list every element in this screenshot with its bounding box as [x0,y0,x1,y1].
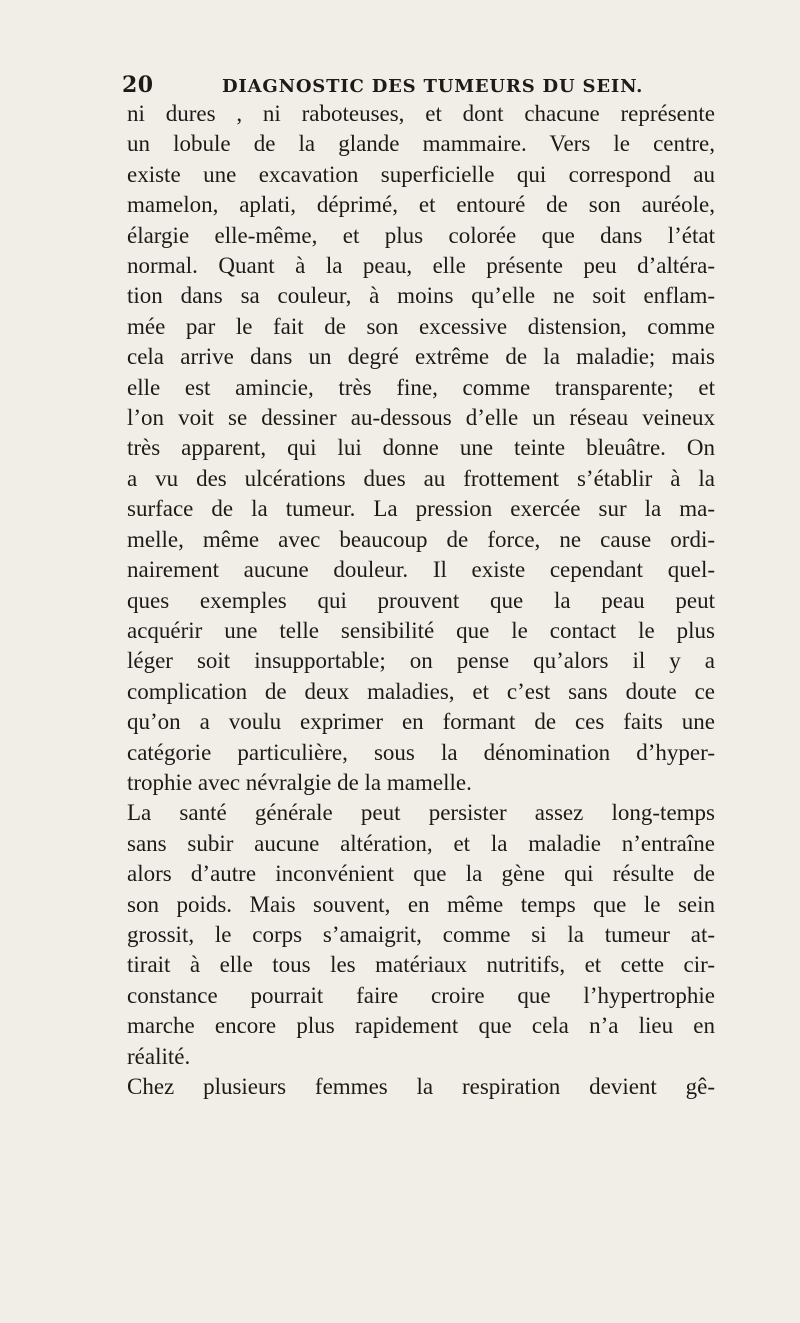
running-head: DIAGNOSTIC DES TUMEURS DU SEIN. [222,76,644,97]
text-line: catégorie particulière, sous la dénomination d’hyper- [127,739,715,765]
text-line: sans subir aucune altération, et la maladie n’entraîne [127,830,715,856]
text-line: tion dans sa couleur, à moins qu’elle ne soit enflam- [127,283,715,309]
text-line: qu’on a voulu exprimer en formant de ces faits une [127,709,715,735]
text-line: La santé générale peut persister assez long-temps [127,800,715,826]
text-line: alors d’autre inconvénient que la gène qui résulte de [127,861,715,887]
text-line: Chez plusieurs femmes la respiration devient gê- [127,1074,715,1099]
text-line: l’on voit se dessiner au-dessous d’elle un réseau veineux [127,405,715,431]
text-line: a vu des ulcérations dues au frottement s’établir à la [127,465,715,491]
text-line: léger soit insupportable; on pense qu’alors il y a [127,648,715,674]
text-line: mée par le fait de son excessive distension, comme [127,313,715,339]
text-line: très apparent, qui lui donne une teinte bleuâtre. On [127,435,715,461]
text-line: surface de la tumeur. La pression exercée sur la ma- [127,496,715,522]
text-line: elle est amincie, très fine, comme transparente; et [127,374,715,400]
text-line: melle, même avec beaucoup de force, ne cause ordi- [127,526,715,552]
text-line: marche encore plus rapidement que cela n’a lieu en [127,1013,715,1039]
text-line: son poids. Mais souvent, en même temps que le sein [127,891,715,917]
text-line: un lobule de la glande mammaire. Vers le centre, [127,131,715,157]
text-line: complication de deux maladies, et c’est sans doute ce [127,678,715,704]
paragraph-end-line: réalité. [127,1043,191,1069]
page-number: 20 [122,72,154,98]
text-line: nairement aucune douleur. Il existe cependant quel- [127,557,715,583]
text-line: ques exemples qui prouvent que la peau peut [127,587,715,613]
text-line: cela arrive dans un degré extrême de la maladie; mais [127,344,715,370]
text-line: tirait à elle tous les matériaux nutritifs, et cette cir- [127,952,715,978]
text-line: existe une excavation superficielle qui correspond au [127,161,715,187]
text-line: mamelon, aplati, déprimé, et entouré de son auréole, [127,192,715,218]
text-line: normal. Quant à la peau, elle présente peu d’altéra- [127,253,715,279]
text-line: élargie elle-même, et plus colorée que dans l’état [127,222,715,248]
page-header [122,72,652,98]
body-text [127,99,715,1102]
text-line: grossit, le corps s’amaigrit, comme si la tumeur at- [127,921,715,947]
paragraph-end-line: trophie avec névralgie de la mamelle. [127,769,472,795]
text-line: constance pourrait faire croire que l’hypertrophie [127,982,715,1008]
text-line: ni dures , ni raboteuses, et dont chacune représente [127,101,715,126]
text-line: acquérir une telle sensibilité que le contact le plus [127,617,715,643]
